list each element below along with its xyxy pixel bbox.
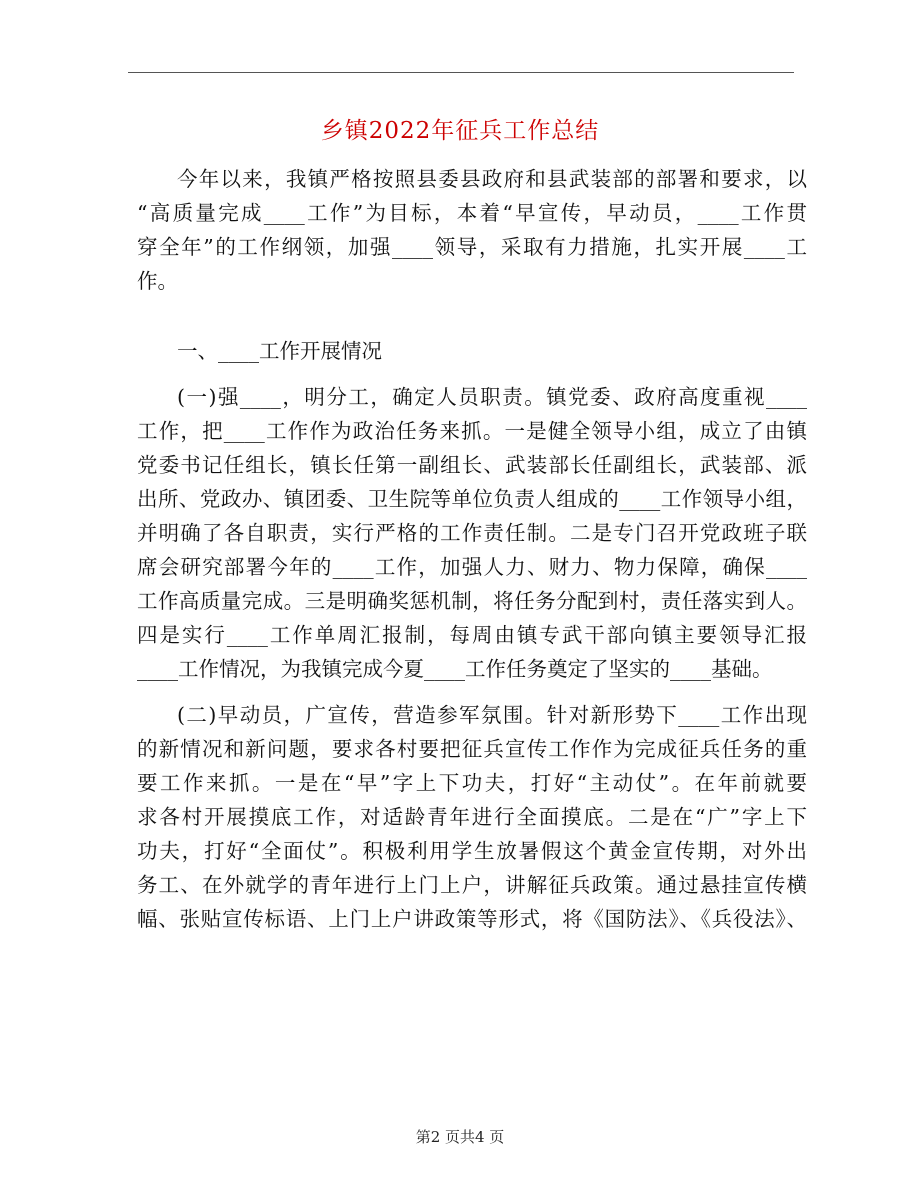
paragraph-2-line-4: 出所、党政办、镇团委、卫生院等单位负责人组成的____工作领导小组， — [137, 487, 807, 511]
paragraph-1-line-1: 今年以来，我镇严格按照县委县政府和县武装部的部署和要求，以 — [177, 167, 807, 191]
paragraph-3-line-3: 要工作来抓。一是在“早”字上下功夫，打好“主动仗”。在年前就要 — [137, 771, 807, 795]
paragraph-3-line-2: 的新情况和新问题，要求各村要把征兵宣传工作作为完成征兵任务的重 — [137, 737, 807, 761]
header-rule — [128, 72, 794, 73]
paragraph-2-line-6: 席会研究部署今年的____工作，加强人力、财力、物力保障，确保____ — [137, 555, 807, 579]
section-heading: 一、____工作开展情况 — [177, 339, 382, 363]
document-body — [137, 162, 807, 936]
paragraph-3-line-4: 求各村开展摸底工作，对适龄青年进行全面摸底。二是在“广”字上下 — [137, 805, 807, 829]
paragraph-2-line-3: 党委书记任组长，镇长任第一副组长、武装部长任副组长，武装部、派 — [137, 453, 807, 477]
page-number: 第2 页共4 页 — [415, 1128, 505, 1146]
paragraph-2-line-7: 工作高质量完成。三是明确奖惩机制，将任务分配到村，责任落实到人。 — [137, 589, 807, 613]
paragraph-1-line-3: 穿全年”的工作纲领，加强____领导，采取有力措施，扎实开展____工 — [137, 235, 807, 259]
paragraph-2-line-9: ____工作情况，为我镇完成今夏____工作任务奠定了坚实的____基础。 — [137, 657, 773, 681]
paragraph-3-line-5: 功夫，打好“全面仗”。积极利用学生放暑假这个黄金宣传期，对外出 — [137, 839, 807, 863]
paragraph-2-line-2: 工作，把____工作作为政治任务来抓。一是健全领导小组，成立了由镇 — [137, 419, 807, 443]
paragraph-2-line-1: (一)强____，明分工，确定人员职责。镇党委、政府高度重视____ — [177, 385, 807, 409]
paragraph-1-line-4: 作。 — [137, 269, 178, 293]
paragraph-3-line-7: 幅、张贴宣传标语、上门上户讲政策等形式，将《国防法》、《兵役法》、 — [137, 907, 807, 931]
paragraph-2-line-5: 并明确了各自职责，实行严格的工作责任制。二是专门召开党政班子联 — [137, 521, 807, 545]
paragraph-3-line-6: 务工、在外就学的青年进行上门上户，讲解征兵政策。通过悬挂宣传横 — [137, 873, 807, 897]
document-title: 乡镇2022年征兵工作总结 — [320, 118, 600, 144]
paragraph-2-line-8: 四是实行____工作单周汇报制，每周由镇专武干部向镇主要领导汇报 — [137, 623, 807, 647]
paragraph-3-line-1: (二)早动员，广宣传，营造参军氛围。针对新形势下____工作出现 — [177, 703, 807, 727]
paragraph-1-line-2: “高质量完成____工作”为目标，本着“早宣传，早动员，____工作贯 — [137, 201, 807, 225]
